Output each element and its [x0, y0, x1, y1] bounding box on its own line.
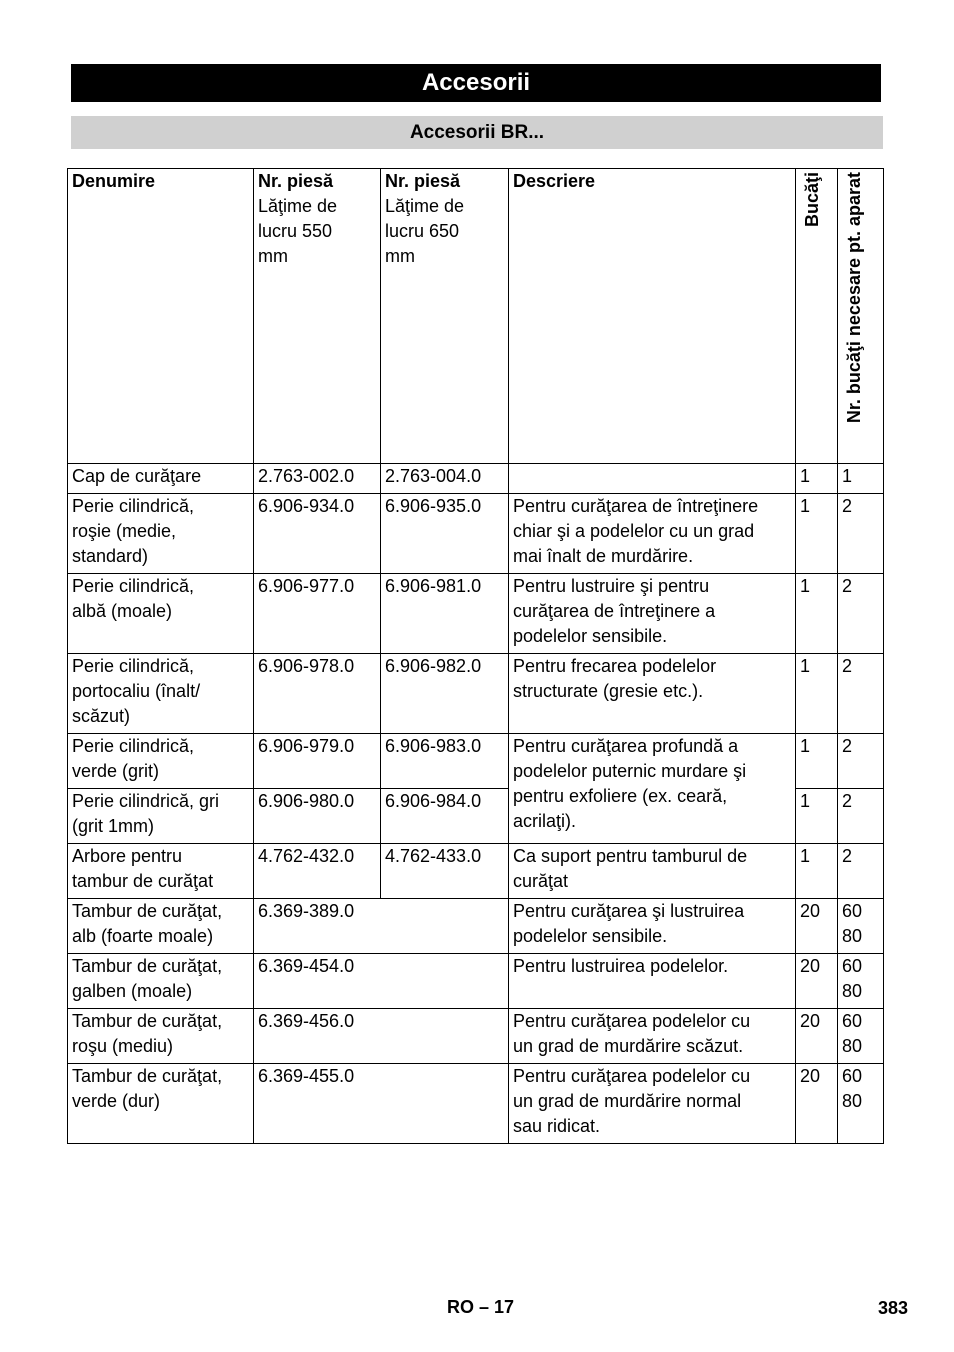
cell-part-550: 6.906-934.0 [254, 494, 381, 574]
header-nr-piesa-650: Nr. piesă Lăţime de lucru 650 mm [381, 169, 509, 464]
header-descriere: Descriere [509, 169, 796, 464]
cell-required: 1 [838, 464, 884, 494]
footer-page-label: RO – 17 [447, 1297, 515, 1317]
cell-part-650: 6.906-935.0 [381, 494, 509, 574]
header-denumire: Denumire [68, 169, 254, 464]
cell-pieces: 20 [796, 899, 838, 954]
cell-description: Pentru lustruirea podelelor. [509, 954, 796, 1009]
cell-description: Pentru curăţarea profundă a podelelor puternic murdare şi pentru exfoliere (ex. ceară, acrilaţi). [509, 734, 796, 844]
cell-name: Perie cilindrică, verde (grit) [68, 734, 254, 789]
table-row [68, 574, 884, 654]
cell-required: 60 80 [838, 899, 884, 954]
footer-page-number: 383 [878, 1298, 909, 1318]
header-bucati: Bucăţi [796, 169, 838, 464]
cell-required: 2 [838, 574, 884, 654]
cell-description: Pentru frecarea podelelor structurate (gresie etc.). [509, 654, 796, 734]
cell-pieces: 20 [796, 954, 838, 1009]
cell-name: Perie cilindrică, albă (moale) [68, 574, 254, 654]
table-row [68, 954, 884, 1009]
cell-required: 2 [838, 789, 884, 844]
cell-description: Pentru curăţarea de întreţinere chiar şi a podelelor cu un grad mai înalt de murdărire. [509, 494, 796, 574]
section-title: Accesorii BR... [71, 116, 883, 149]
table-row [68, 734, 884, 789]
cell-pieces: 1 [796, 494, 838, 574]
cell-pieces: 1 [796, 844, 838, 899]
table-row [68, 654, 884, 734]
header-nr-bucati-necesare: Nr. bucăţi necesare pt. aparat [838, 169, 884, 464]
page-title: Accesorii [71, 64, 881, 102]
cell-required: 2 [838, 494, 884, 574]
cell-description: Pentru curăţarea şi lustruirea podelelor sensibile. [509, 899, 796, 954]
cell-part-650: 2.763-004.0 [381, 464, 509, 494]
cell-description: Pentru curăţarea podelelor cu un grad de murdărire scăzut. [509, 1009, 796, 1064]
table-row [68, 899, 884, 954]
cell-part-number: 6.369-456.0 [254, 1009, 509, 1064]
cell-pieces: 1 [796, 574, 838, 654]
table-row [68, 1009, 884, 1064]
table-header-row [68, 169, 884, 464]
cell-part-650: 4.762-433.0 [381, 844, 509, 899]
table-row [68, 494, 884, 574]
cell-part-550: 4.762-432.0 [254, 844, 381, 899]
cell-pieces: 1 [796, 789, 838, 844]
cell-pieces: 1 [796, 734, 838, 789]
cell-pieces: 20 [796, 1064, 838, 1144]
cell-name: Tambur de curăţat, galben (moale) [68, 954, 254, 1009]
cell-required: 2 [838, 844, 884, 899]
cell-pieces: 1 [796, 464, 838, 494]
cell-required: 2 [838, 734, 884, 789]
cell-part-550: 6.906-977.0 [254, 574, 381, 654]
cell-part-650: 6.906-982.0 [381, 654, 509, 734]
cell-part-550: 6.906-978.0 [254, 654, 381, 734]
header-nr-piesa-550: Nr. piesă Lăţime de lucru 550 mm [254, 169, 381, 464]
table-row [68, 464, 884, 494]
cell-pieces: 20 [796, 1009, 838, 1064]
cell-part-650: 6.906-984.0 [381, 789, 509, 844]
cell-description: Ca suport pentru tamburul de curăţat [509, 844, 796, 899]
cell-description: Pentru lustruire şi pentru curăţarea de întreţinere a podelelor sensibile. [509, 574, 796, 654]
cell-part-550: 2.763-002.0 [254, 464, 381, 494]
cell-part-number: 6.369-455.0 [254, 1064, 509, 1144]
cell-name: Perie cilindrică, roşie (medie, standard) [68, 494, 254, 574]
cell-name: Perie cilindrică, portocaliu (înalt/ scăzut) [68, 654, 254, 734]
cell-name: Cap de curăţare [68, 464, 254, 494]
cell-name: Arbore pentru tambur de curăţat [68, 844, 254, 899]
cell-name: Tambur de curăţat, alb (foarte moale) [68, 899, 254, 954]
table-row [68, 1064, 884, 1144]
cell-part-650: 6.906-983.0 [381, 734, 509, 789]
cell-pieces: 1 [796, 654, 838, 734]
cell-name: Tambur de curăţat, roşu (mediu) [68, 1009, 254, 1064]
cell-part-550: 6.906-980.0 [254, 789, 381, 844]
table-row [68, 844, 884, 899]
cell-required: 60 80 [838, 1009, 884, 1064]
cell-part-number: 6.369-389.0 [254, 899, 509, 954]
cell-description: Pentru curăţarea podelelor cu un grad de murdărire normal sau ridicat. [509, 1064, 796, 1144]
cell-description [509, 464, 796, 494]
cell-part-550: 6.906-979.0 [254, 734, 381, 789]
cell-part-650: 6.906-981.0 [381, 574, 509, 654]
cell-required: 2 [838, 654, 884, 734]
cell-name: Perie cilindrică, gri (grit 1mm) [68, 789, 254, 844]
cell-required: 60 80 [838, 1064, 884, 1144]
cell-part-number: 6.369-454.0 [254, 954, 509, 1009]
cell-name: Tambur de curăţat, verde (dur) [68, 1064, 254, 1144]
cell-required: 60 80 [838, 954, 884, 1009]
accessories-table [67, 168, 884, 1144]
